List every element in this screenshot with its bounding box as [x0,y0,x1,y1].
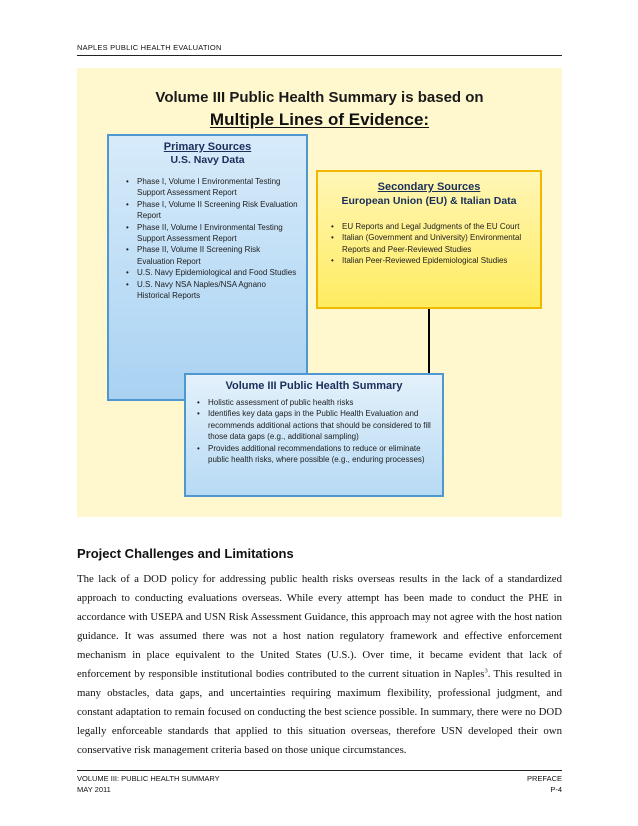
running-header: NAPLES PUBLIC HEALTH EVALUATION [77,43,222,52]
list-item: • Identifies key data gaps in the Public Health Evaluation and recommends additional actions that should be considered to fill those data gaps (e.g., additional sampling) [197,409,431,442]
bullet-icon: • [126,268,129,278]
summary-list [194,397,434,465]
bullet-icon: • [126,279,129,289]
list-item: • Provides additional recommendations to reduce or eliminate public health risks, where possible (e.g., enduring processes) [197,443,425,465]
footer-rule [77,770,562,771]
primary-sources-box [107,134,308,401]
body-paragraph: The lack of a DOD policy for addressing public health risks overseas results in the lack of a standardized approach to conducting evaluations overseas. While every attempt has been made to conduct the PHE in accordance with USEPA and USN Risk Assessment Guidance, this approach may not agree with the host nation guidance. It was assumed there was not a host nation regulatory framework and effective enforcement mechanism in place equivalent to the United States (U.S.). Over time, it became evident that lack of enforcement by responsible institutional bodies contributed to the current situation in Naples$^3$. This resulted in many obstacles, data gaps, and uncertainties requiring maximum flexibility, professional judgment, and constant adaptation to remain focused on conducting the best science possible. In summary, there were no DOD legally enforceable standards that applied to this situation overseas, therefore USN developed their own conservative risk management criteria based on those unique circumstances. [77,573,563,756]
footer-right [527,773,562,795]
summary-box [184,373,444,497]
list-item: • Phase I, Volume II Screening Risk Evaluation Report [126,199,298,221]
section-heading: Project Challenges and Limitations [77,546,294,561]
bullet-icon: • [126,245,129,255]
figure-title: Volume III Public Health Summary is based on [155,89,484,106]
bullet-icon: • [197,443,200,453]
figure-subtitle: Multiple Lines of Evidence: [209,110,430,129]
primary-sources-list [123,176,298,301]
footer-left [77,773,220,795]
footer-volume: VOLUME III: PUBLIC HEALTH SUMMARY [77,774,220,783]
bullet-icon: • [197,409,200,419]
bullet-icon: • [126,177,129,186]
secondary-sources-box [316,170,542,309]
bullet-icon: • [126,222,129,232]
primary-sources-subtitle: U.S. Navy Data [170,154,245,166]
header-rule [77,55,562,56]
secondary-sources-list [328,221,534,267]
footnote-reference: 3 [484,667,488,675]
list-item: • Phase I, Volume I Environmental Testing Support Assessment Report [126,177,281,198]
list-item: • EU Reports and Legal Judgments of the EU Court [331,222,520,231]
bullet-icon: • [126,199,129,209]
list-item: • Holistic assessment of public health risks [197,398,354,407]
summary-title: Volume III Public Health Summary [225,380,403,392]
page-number: P-4 [550,785,562,794]
secondary-sources-subtitle: European Union (EU) & Italian Data [341,195,517,207]
list-item: • U.S. Navy NSA Naples/NSA Agnano Historical Reports [126,279,266,301]
secondary-sources-title: Secondary Sources [377,181,481,193]
primary-sources-title: Primary Sources [163,141,252,153]
evidence-figure [77,68,562,517]
bullet-icon: • [331,222,334,231]
list-item: • Italian (Government and University) Environmental Reports and Peer-Reviewed Studies [331,233,522,254]
footer-section: PREFACE [526,774,562,783]
bullet-icon: • [331,233,334,243]
list-item: • Italian Peer-Reviewed Epidemiological Studies [331,256,508,266]
list-item: • Phase II, Volume II Screening Risk Evaluation Report [126,245,261,266]
list-item: • Phase II, Volume I Environmental Testing Support Assessment Report [126,222,283,244]
list-item: • U.S. Navy Epidemiological and Food Studies [126,268,297,278]
footer-date: MAY 2011 [77,785,111,794]
bullet-icon: • [197,398,200,407]
bullet-icon: • [331,256,334,266]
